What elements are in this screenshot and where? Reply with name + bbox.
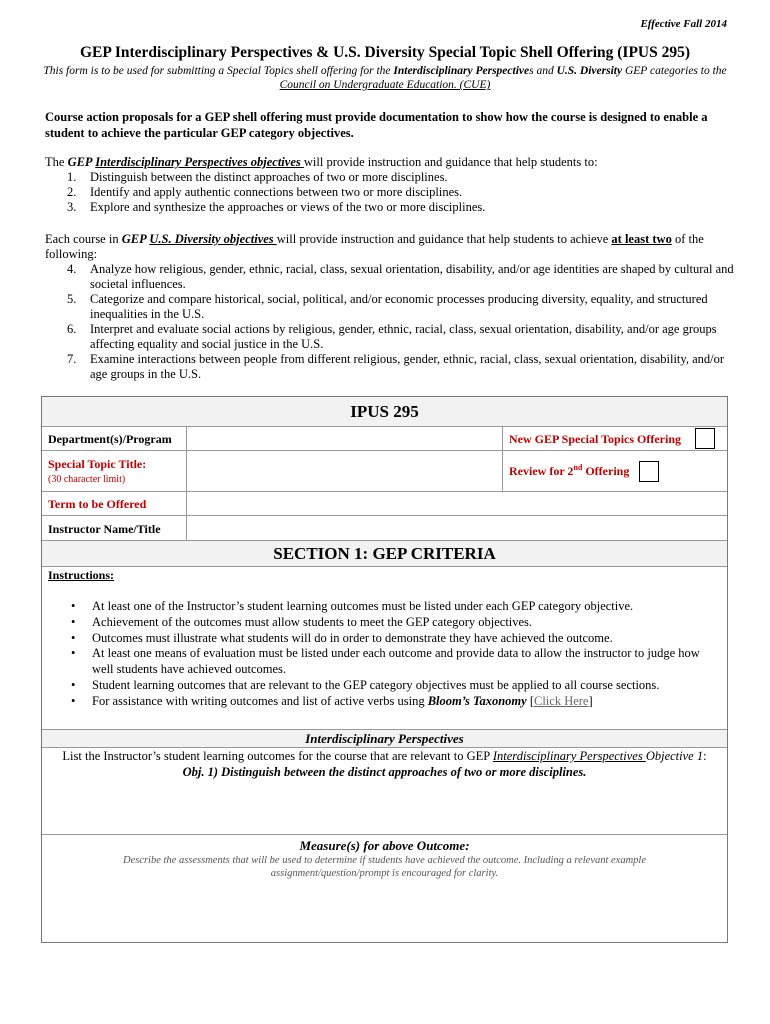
cue-line: Council on Undergraduate Education. (CUE) — [279, 79, 491, 91]
measure-header: Measure(s) for above Outcome: — [299, 838, 470, 853]
ip-list-instruction: List the Instructor’s student learning outcomes for the course that are relevant to GEP Interdisciplinary Perspectives Objective 1: — [62, 749, 707, 763]
intro-paragraph: Course action proposals for a GEP shell offering must provide documentation to show how the course is designed to enable a student to achieve the particular GEP category objectives. — [45, 110, 708, 140]
effective-date: Effective Fall 2014 — [640, 18, 727, 30]
usd-lead: Each course in GEP U.S. Diversity objectives will provide instruction and guidance that help students to achieve at least two of the following: — [45, 232, 704, 261]
instructor-field[interactable] — [187, 516, 727, 540]
form-box — [41, 396, 728, 943]
ip-item-2: 2. Identify and apply authentic connections between two or more disciplines. — [67, 185, 463, 199]
ip-header: Interdisciplinary Perspectives — [42, 730, 727, 748]
page-title: GEP Interdisciplinary Perspectives & U.S. Diversity Special Topic Shell Offering (IPUS 295) — [79, 44, 691, 61]
ipus-heading: IPUS 295 — [42, 397, 727, 427]
department-field[interactable] — [187, 427, 501, 450]
term-label: Term to be Offered — [48, 497, 147, 511]
instruction-bullet-6: • For assistance with writing outcomes and list of active verbs using Bloom’s Taxonomy [Click Here] — [71, 693, 593, 708]
new-offering-checkbox[interactable] — [695, 428, 715, 449]
review-checkbox[interactable] — [639, 461, 659, 482]
ip-objective-link[interactable]: Interdisciplinary Perspectives — [492, 749, 646, 763]
new-offering-label: New GEP Special Topics Offering — [509, 432, 682, 446]
instruction-bullet-1: • At least one of the Instructor’s student learning outcomes must be listed under each GEP category objective. — [71, 599, 634, 613]
ip-outcomes-area[interactable] — [42, 748, 727, 835]
usd-objectives-section — [45, 232, 735, 382]
ip-objectives-link[interactable]: Interdisciplinary Perspectives objectives — [95, 155, 304, 169]
usd-item-5: 5. Categorize and compare historical, social, political, and/or economic processes producing diversity, equality, and structured inequalities in the U.S. — [67, 292, 708, 321]
usd-objectives-link[interactable]: U.S. Diversity objectives — [149, 232, 277, 246]
instruction-bullet-4: • At least one means of evaluation must be listed under each outcome and provide data to allow the instructor to judge how well students have achieved outcomes. — [71, 646, 700, 677]
special-title-field[interactable] — [187, 451, 501, 491]
instructions-label: Instructions: — [48, 568, 115, 582]
instruction-bullet-2: • Achievement of the outcomes must allow students to meet the GEP category objectives. — [71, 614, 533, 629]
ip-lead: The GEP Interdisciplinary Perspectives objectives will provide instruction and guidance that help students to: — [45, 155, 598, 169]
term-row — [42, 492, 727, 516]
term-field[interactable] — [187, 492, 727, 515]
special-title-row — [42, 451, 727, 492]
instructor-row — [42, 516, 727, 541]
section1-heading: SECTION 1: GEP CRITERIA — [42, 541, 727, 567]
special-title-label: Special Topic Title: — [48, 457, 147, 471]
measure-area[interactable] — [42, 835, 727, 943]
department-label: Department(s)/Program — [48, 432, 172, 446]
click-here-link[interactable]: Click Here — [533, 693, 589, 708]
instruction-bullet-3: • Outcomes must illustrate what students will do in order to demonstrate they have achieved the outcome. — [71, 630, 613, 645]
measure-description: Describe the assessments that will be used to determine if students have achieved the outcome. Including a relevant example assignment/question/prompt is encouraged for clarity. — [122, 855, 647, 879]
objective-1-text: Obj. 1) Distinguish between the distinct approaches of two or more disciplines. — [182, 765, 587, 779]
instructions-area — [42, 567, 727, 730]
usd-item-6: 6. Interpret and evaluate social actions by religious, gender, ethnic, racial, class, sexual orientation, disability, and/or age groups affecting equality and social justice in the U.S. — [67, 322, 717, 351]
department-row — [42, 427, 727, 451]
char-limit-note: (30 character limit) — [48, 474, 126, 485]
ip-item-3: 3. Explore and synthesize the approaches or views of the two or more disciplines. — [67, 200, 486, 214]
subtitle: This form is to be used for submitting a Special Topics shell offering for the Interdisciplinary Perspectives and U.S. Diversity GEP categories to the Council on Undergraduate Education. (CUE) — [43, 65, 727, 91]
review-label: Review for 2nd Offering — [509, 463, 630, 478]
usd-item-4: 4. Analyze how religious, gender, ethnic, racial, class, sexual orientation, disability, and/or age identities are shaped by cultural and societal influences. — [67, 262, 734, 291]
usd-item-7: 7. Examine interactions between people from different religious, gender, ethnic, racial, class, sexual orientation, disability, and/or age groups in the U.S. — [67, 352, 725, 381]
ip-objectives-section — [45, 155, 735, 215]
ip-item-1: 1. Distinguish between the distinct approaches of two or more disciplines. — [67, 170, 448, 184]
instruction-bullet-5: • Student learning outcomes that are relevant to the GEP category objectives must be applied to all course sections. — [71, 677, 660, 692]
instructor-label: Instructor Name/Title — [48, 522, 161, 536]
